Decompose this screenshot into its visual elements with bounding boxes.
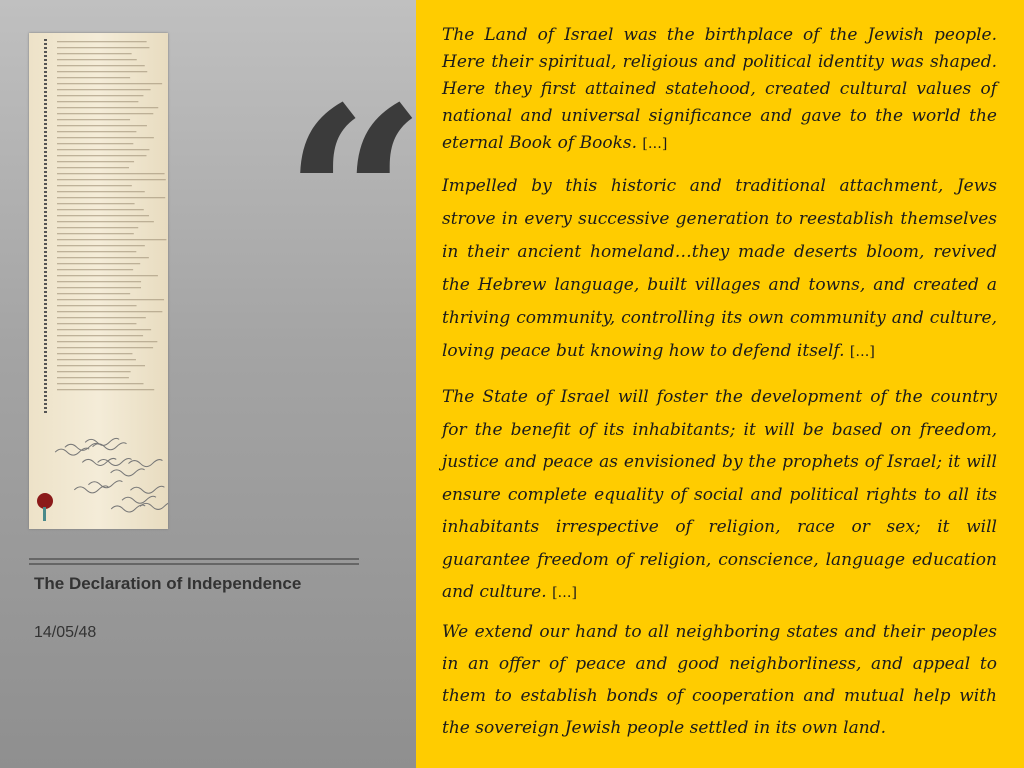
faint-text-line <box>57 47 149 48</box>
stitch-mark <box>44 195 47 197</box>
stitch-mark <box>44 339 47 341</box>
scroll-illustration <box>29 33 168 529</box>
signature-scribble <box>111 469 145 476</box>
faint-text-line <box>57 227 138 228</box>
document-title: The Declaration of Independence <box>34 574 302 593</box>
stitch-mark <box>44 111 47 113</box>
faint-text-line <box>57 83 162 84</box>
stitch-mark <box>44 335 47 337</box>
faint-text-line <box>57 203 135 204</box>
stitch-mark <box>44 107 47 109</box>
stitch-mark <box>44 159 47 161</box>
faint-text-line <box>57 77 130 78</box>
stitch-mark <box>44 71 47 73</box>
stitch-mark <box>44 251 47 253</box>
stitch-mark <box>44 287 47 289</box>
stitch-mark <box>44 115 47 117</box>
stitch-mark <box>44 407 47 409</box>
stitch-mark <box>44 267 47 269</box>
quote-text-column <box>442 22 997 744</box>
signature-scribble <box>128 460 162 467</box>
faint-text-line <box>57 125 147 126</box>
quote-paragraph-1 <box>442 22 997 158</box>
open-quote-icon: “ <box>283 52 427 346</box>
faint-text-line <box>57 107 158 108</box>
faint-text-line <box>57 287 141 288</box>
stitch-mark <box>44 95 47 97</box>
stitch-mark <box>44 79 47 81</box>
stitch-mark <box>44 239 47 241</box>
faint-text-line <box>57 341 157 342</box>
stitch-mark <box>44 375 47 377</box>
stitch-mark <box>44 291 47 293</box>
faint-text-line <box>57 185 132 186</box>
stitch-mark <box>44 295 47 297</box>
stitch-mark <box>44 187 47 189</box>
ellipsis-marker: […] <box>642 136 668 152</box>
faint-text-line <box>57 209 144 210</box>
stitch-mark <box>44 63 47 65</box>
stitch-mark <box>44 211 47 213</box>
faint-text-line <box>57 347 153 348</box>
faint-text-line <box>57 371 131 372</box>
stitch-mark <box>44 171 47 173</box>
stitch-mark <box>44 199 47 201</box>
faint-text-line <box>57 53 132 54</box>
stitch-mark <box>44 359 47 361</box>
paragraph-2-text: Impelled by this historic and traditional attachment, Jews strove in every successive generation to reestablish themselves in their ancient homeland…they made deserts bloom, revived the Hebrew language, built villages and towns, and created a thriving community, controlling its own community and culture, loving peace but knowing how to defend itself. <box>442 176 997 361</box>
stitch-mark <box>44 99 47 101</box>
stitch-mark <box>44 163 47 165</box>
faint-text-line <box>57 143 133 144</box>
signature-scribble <box>122 496 156 503</box>
stitch-mark <box>44 327 47 329</box>
stitch-mark <box>44 383 47 385</box>
faint-text-line <box>57 113 153 114</box>
faint-text-line <box>57 95 143 96</box>
signature-scribble <box>130 486 164 493</box>
stitch-mark <box>44 347 47 349</box>
ellipsis-marker: […] <box>552 585 577 601</box>
faint-text-line <box>57 281 141 282</box>
stitch-mark <box>44 391 47 393</box>
faint-text-line <box>57 335 143 336</box>
faint-text-line <box>57 215 149 216</box>
stitch-mark <box>44 83 47 85</box>
faint-text-line <box>57 149 149 150</box>
stitch-mark <box>44 219 47 221</box>
stitch-mark <box>44 275 47 277</box>
stitch-mark <box>44 307 47 309</box>
faint-text-line <box>57 41 147 42</box>
faint-text-line <box>57 179 166 180</box>
document-date: 14/05/48 <box>34 624 97 641</box>
faint-text-line <box>57 311 162 312</box>
faint-text-line <box>57 173 165 174</box>
stitch-mark <box>44 235 47 237</box>
stitch-mark <box>44 155 47 157</box>
stitch-mark <box>44 259 47 261</box>
quote-paragraph-2 <box>442 170 997 369</box>
stitch-mark <box>44 39 47 41</box>
stitch-mark <box>44 103 47 105</box>
stitch-mark <box>44 371 47 373</box>
faint-text-line <box>57 359 136 360</box>
faint-text-line <box>57 89 151 90</box>
stitch-mark <box>44 203 47 205</box>
stitch-mark <box>44 319 47 321</box>
stitch-mark <box>44 315 47 317</box>
stitch-mark <box>44 43 47 45</box>
stitch-mark <box>44 263 47 265</box>
stitch-mark <box>44 139 47 141</box>
faint-text-line <box>57 65 145 66</box>
faint-text-line <box>57 275 158 276</box>
stitch-mark <box>44 331 47 333</box>
stitch-mark <box>44 323 47 325</box>
stitch-mark <box>44 351 47 353</box>
stitch-mark <box>44 67 47 69</box>
stitch-mark <box>44 183 47 185</box>
faint-text-line <box>57 161 134 162</box>
stitch-mark <box>44 223 47 225</box>
stitch-mark <box>44 167 47 169</box>
faint-text-line <box>57 221 154 222</box>
faint-text-line <box>57 353 132 354</box>
faint-text-line <box>57 293 130 294</box>
stitch-mark <box>44 131 47 133</box>
stitch-mark <box>44 395 47 397</box>
stitch-mark <box>44 127 47 129</box>
paragraph-3-text: The State of Israel will foster the development of the country for the benefit of its inhabitants; it will be based on freedom, justice and peace as envisioned by the prophets of Israel; it will ensure complete equality of social and political rights to all its inhabitants irrespective of religion, race or sex; it will guarantee freedom of religion, conscience, language education and culture. <box>442 387 997 602</box>
signature-scribble <box>88 481 122 488</box>
stitch-mark <box>44 207 47 209</box>
faint-text-line <box>57 257 149 258</box>
paragraph-1-text: The Land of Israel was the birthplace of the Jewish people. Here their spiritual, religious and political identity was shaped. Here they first attained statehood, created cultural values of national and universal significance and gave to the world the eternal Book of Books. <box>442 25 997 153</box>
wax-seal <box>37 493 53 509</box>
quote-paragraph-3 <box>442 381 997 610</box>
paragraph-4-text: We extend our hand to all neighboring states and their peoples in an offer of peace and good neighborliness, and appeal to them to establish bonds of cooperation and mutual help with the sovereign Jewish people settled in its own land. <box>442 621 997 738</box>
signature-scribble <box>55 448 89 455</box>
stitch-mark <box>44 55 47 57</box>
faint-text-line <box>57 137 154 138</box>
faint-text-line <box>57 197 165 198</box>
stitch-mark <box>44 399 47 401</box>
divider-bottom <box>29 563 359 565</box>
stitch-mark <box>44 403 47 405</box>
stitch-mark <box>44 179 47 181</box>
faint-text-line <box>57 101 138 102</box>
stitch-mark <box>44 91 47 93</box>
faint-text-line <box>57 389 154 390</box>
faint-text-line <box>57 131 136 132</box>
declaration-scroll-image <box>29 33 168 529</box>
stitch-mark <box>44 47 47 49</box>
stitch-mark <box>44 135 47 137</box>
stitch-mark <box>44 363 47 365</box>
ellipsis-marker: […] <box>849 344 875 360</box>
stitch-mark <box>44 379 47 381</box>
stitch-mark <box>44 299 47 301</box>
stitch-mark <box>44 303 47 305</box>
stitch-mark <box>44 75 47 77</box>
faint-text-line <box>57 263 140 264</box>
faint-text-line <box>57 305 137 306</box>
stitch-mark <box>44 367 47 369</box>
stitch-mark <box>44 343 47 345</box>
stitch-mark <box>44 51 47 53</box>
faint-text-line <box>57 59 137 60</box>
stitch-mark <box>44 215 47 217</box>
faint-text-line <box>57 329 151 330</box>
faint-text-line <box>57 323 136 324</box>
faint-text-line <box>57 383 143 384</box>
stitch-mark <box>44 355 47 357</box>
stitch-mark <box>44 87 47 89</box>
faint-text-line <box>57 71 147 72</box>
faint-text-line <box>57 119 130 120</box>
stitch-mark <box>44 227 47 229</box>
stitch-mark <box>44 59 47 61</box>
faint-text-line <box>57 155 146 156</box>
stitch-mark <box>44 279 47 281</box>
faint-text-line <box>57 299 164 300</box>
divider-top <box>29 558 359 560</box>
stitch-mark <box>44 123 47 125</box>
seal-ribbon <box>43 507 46 521</box>
faint-text-line <box>57 233 134 234</box>
stitch-mark <box>44 143 47 145</box>
stitch-mark <box>44 175 47 177</box>
stitch-mark <box>44 311 47 313</box>
faint-text-line <box>57 191 145 192</box>
faint-text-line <box>57 167 129 168</box>
faint-text-line <box>57 251 136 252</box>
stitch-mark <box>44 147 47 149</box>
faint-text-line <box>57 245 145 246</box>
faint-text-line <box>57 269 133 270</box>
quote-paragraph-4 <box>442 616 997 744</box>
stitch-mark <box>44 411 47 413</box>
faint-text-line <box>57 239 166 240</box>
stitch-mark <box>44 231 47 233</box>
stitch-mark <box>44 283 47 285</box>
stitch-mark <box>44 243 47 245</box>
faint-text-line <box>57 317 146 318</box>
stitch-mark <box>44 151 47 153</box>
faint-text-line <box>57 377 129 378</box>
stitch-mark <box>44 387 47 389</box>
stitch-mark <box>44 247 47 249</box>
faint-text-line <box>57 365 145 366</box>
stitch-mark <box>44 255 47 257</box>
stitch-mark <box>44 271 47 273</box>
stitch-mark <box>44 191 47 193</box>
stitch-mark <box>44 119 47 121</box>
